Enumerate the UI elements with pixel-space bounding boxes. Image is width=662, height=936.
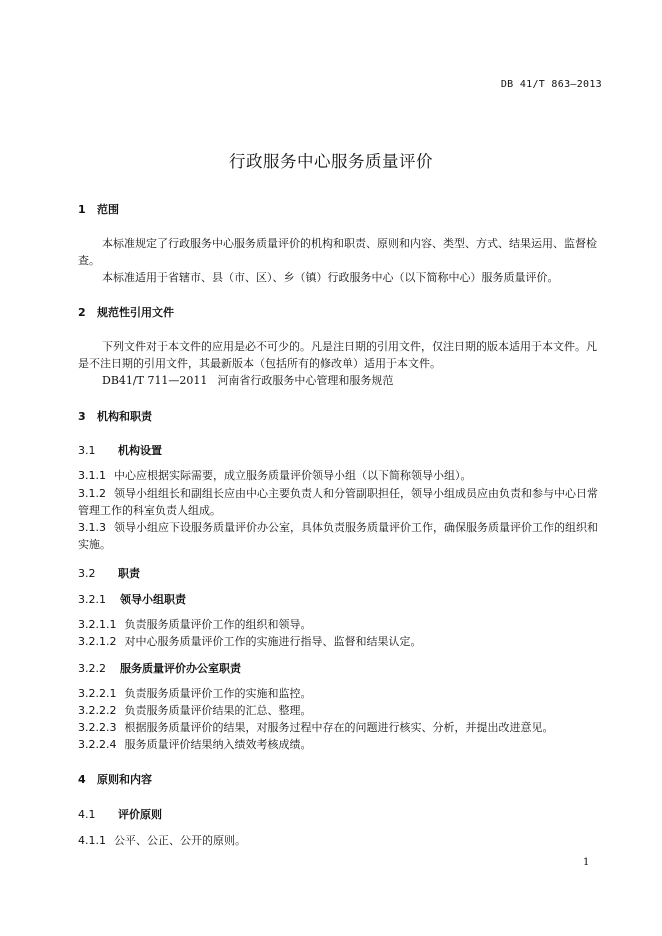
section-number: 4 (78, 773, 86, 786)
subsection-3-2-2-heading (78, 660, 241, 676)
subsection-3-2-heading (78, 565, 140, 581)
subsection-3-2-1-heading (78, 591, 186, 607)
clause-number: 3.2.2.4 (78, 738, 117, 751)
section-1-heading (78, 201, 119, 217)
clause-number: 3.2.1.1 (78, 618, 117, 631)
clause-3-1-3 (78, 519, 600, 553)
scope-paragraph-1: 本标准规定了行政服务中心服务质量评价的机构和职责、原则和内容、类型、方式、结果运用、监督检查。 (78, 237, 597, 267)
clause-text: 负责服务质量评价工作的组织和领导。 (124, 618, 312, 631)
clause-text: 领导小组应下设服务质量评价办公室，具体负责服务质量评价工作，确保服务质量评价工作的组织和实施。 (78, 521, 598, 551)
subsection-number: 3.1 (78, 444, 96, 457)
standard-code: DB 41/T 863—2013 (500, 79, 602, 90)
clause-text: 负责服务质量评价工作的实施和监控。 (124, 687, 312, 700)
subsection-number: 3.2.1 (78, 593, 106, 606)
clause-text: 负责服务质量评价结果的汇总、整理。 (124, 704, 312, 717)
reference-entry (102, 372, 393, 388)
section-number: 1 (78, 203, 86, 216)
clause-number: 3.1.2 (78, 487, 106, 500)
section-title: 规范性引用文件 (97, 306, 174, 319)
clause-4-1-1 (78, 832, 600, 849)
section-title: 机构和职责 (97, 410, 152, 423)
document-title: 行政服务中心服务质量评价 (229, 152, 433, 171)
scope-paragraph-2: 本标准适用于省辖市、县（市、区）、乡（镇）行政服务中心（以下简称中心）服务质量评价。 (102, 271, 559, 284)
reference-code: DB41/T 711—2011 (102, 374, 208, 387)
clause-number: 3.2.2.3 (78, 721, 117, 734)
clause-3-2-1-2 (78, 633, 600, 650)
subsection-title: 服务质量评价办公室职责 (120, 662, 241, 675)
clause-number: 3.2.1.2 (78, 635, 117, 648)
section-3-heading (78, 408, 152, 424)
subsection-title: 职责 (118, 567, 140, 580)
subsection-title: 机构设置 (118, 444, 162, 457)
normative-references-paragraph: 下列文件对于本文件的应用是必不可少的。凡是注日期的引用文件，仅注日期的版本适用于本文件。凡是不注日期的引用文件，其最新版本（包括所有的修改单）适用于本文件。 (78, 340, 597, 370)
reference-title: 河南省行政服务中心管理和服务规范 (217, 374, 394, 387)
subsection-4-1-heading (78, 806, 162, 822)
clause-3-1-2 (78, 485, 600, 519)
clause-number: 3.1.3 (78, 521, 106, 534)
clause-number: 4.1.1 (78, 834, 106, 847)
clause-text: 对中心服务质量评价工作的实施进行指导、监督和结果认定。 (124, 635, 422, 648)
clause-3-2-2-1 (78, 685, 600, 702)
clause-text: 根据服务质量评价的结果，对服务过程中存在的问题进行核实、分析，并提出改进意见。 (124, 721, 554, 734)
section-title: 范围 (97, 203, 119, 216)
clause-text: 服务质量评价结果纳入绩效考核成绩。 (124, 738, 312, 751)
section-number: 2 (78, 306, 86, 319)
clause-text: 公平、公正、公开的原则。 (114, 834, 246, 847)
clause-3-2-2-3 (78, 719, 600, 736)
clause-3-2-2-2 (78, 702, 600, 719)
clause-3-1-1 (78, 467, 600, 484)
clause-number: 3.2.2.1 (78, 687, 117, 700)
subsection-number: 3.2 (78, 567, 96, 580)
clause-number: 3.2.2.2 (78, 704, 117, 717)
clause-3-2-2-4 (78, 736, 600, 753)
subsection-3-1-heading (78, 442, 162, 458)
subsection-number: 4.1 (78, 808, 96, 821)
subsection-title: 领导小组职责 (120, 593, 186, 606)
section-title: 原则和内容 (97, 773, 152, 786)
clause-text: 中心应根据实际需要，成立服务质量评价领导小组（以下简称领导小组）。 (114, 469, 472, 482)
subsection-number: 3.2.2 (78, 662, 106, 675)
page-number: 1 (583, 857, 590, 868)
subsection-title: 评价原则 (118, 808, 162, 821)
clause-3-2-1-1 (78, 616, 600, 633)
section-2-heading (78, 304, 174, 320)
clause-text: 领导小组组长和副组长应由中心主要负责人和分管副职担任，领导小组成员应由负责和参与中心日常管理工作的科室负责人组成。 (78, 487, 598, 517)
section-number: 3 (78, 410, 86, 423)
section-4-heading (78, 771, 152, 787)
clause-number: 3.1.1 (78, 469, 106, 482)
